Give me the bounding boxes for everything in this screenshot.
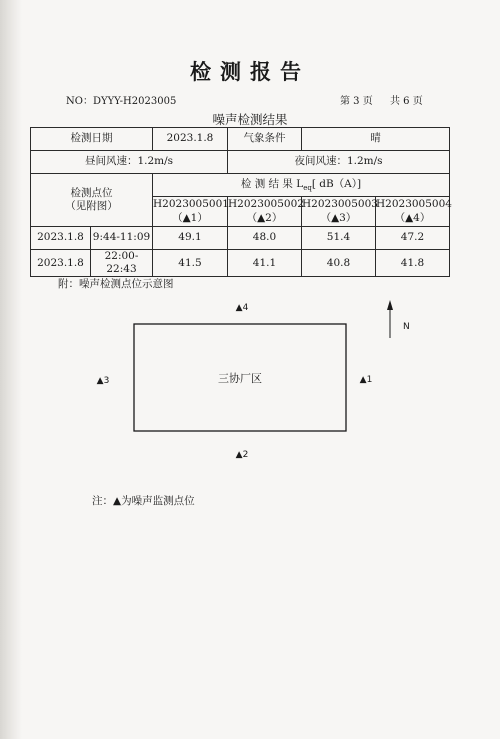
point-label-cell — [31, 174, 153, 227]
value-cell: 40.8 — [302, 250, 376, 277]
point-marker: （▲2） — [246, 211, 283, 224]
point-label-line1: 检测点位 — [70, 186, 113, 199]
day-wind-cell: 昼间风速：1.2m/s — [31, 151, 228, 174]
row-time-cell: 9:44-11:09 — [91, 227, 153, 250]
point-label-line2: （见附图） — [65, 200, 118, 212]
point-marker: （▲3） — [320, 211, 357, 224]
point-id: H2023005001 — [153, 198, 229, 211]
north-arrow-icon — [387, 300, 393, 338]
point-header-cell — [228, 197, 302, 227]
value-cell: 51.4 — [302, 227, 376, 250]
diagram-note: 附：噪声检测点位示意图 — [58, 278, 174, 290]
point-id: H2023005002 — [228, 198, 304, 211]
weather-value-cell: 晴 — [302, 128, 450, 151]
table-caption: 噪声检测结果 — [212, 112, 288, 127]
noise-results-table — [30, 127, 450, 277]
value-cell: 47.2 — [376, 227, 450, 250]
page-number: 第 3 页 — [340, 96, 373, 107]
table-row — [31, 250, 450, 277]
point-header-cell — [153, 197, 228, 227]
factory-area-label: 三协厂区 — [218, 372, 262, 385]
value-cell: 48.0 — [228, 227, 302, 250]
north-label: N — [403, 322, 410, 332]
row-date-cell: 2023.1.8 — [31, 250, 91, 277]
marker-4: ▲4 — [235, 303, 249, 313]
point-id: H2023005003 — [302, 198, 378, 211]
value-cell: 41.1 — [228, 250, 302, 277]
table-row — [31, 174, 450, 197]
table-row — [31, 128, 450, 151]
table-row — [31, 151, 450, 174]
marker-3: ▲3 — [96, 376, 110, 386]
weather-label-cell: 气象条件 — [228, 128, 302, 151]
total-pages: 共 6 页 — [390, 96, 423, 107]
point-id: H2023005004 — [376, 198, 452, 211]
date-label-cell: 检测日期 — [31, 128, 153, 151]
monitoring-point-diagram — [0, 290, 500, 490]
date-value-cell: 2023.1.8 — [153, 128, 228, 151]
result-header-cell — [153, 174, 450, 197]
point-marker: （▲4） — [394, 211, 431, 224]
report-number: NO：DYYY-H2023005 — [66, 96, 177, 107]
value-cell: 41.8 — [376, 250, 450, 277]
value-cell: 49.1 — [153, 227, 228, 250]
value-cell: 41.5 — [153, 250, 228, 277]
result-header-unit: [ dB（A）] — [311, 177, 362, 190]
point-header-cell — [376, 197, 450, 227]
night-wind-cell: 夜间风速：1.2m/s — [228, 151, 450, 174]
table-row — [31, 227, 450, 250]
marker-2: ▲2 — [235, 450, 249, 460]
result-header-prefix: 检 测 结 果 L — [240, 177, 304, 190]
marker-1: ▲1 — [359, 375, 373, 385]
result-header-sub: eq — [303, 183, 312, 192]
report-title: 检测报告 — [190, 59, 310, 84]
footnote: 注：▲为噪声监测点位 — [92, 495, 195, 507]
row-date-cell: 2023.1.8 — [31, 227, 91, 250]
row-time-cell: 22:00-22:43 — [91, 250, 153, 277]
point-header-cell — [302, 197, 376, 227]
point-marker: （▲1） — [172, 211, 208, 224]
